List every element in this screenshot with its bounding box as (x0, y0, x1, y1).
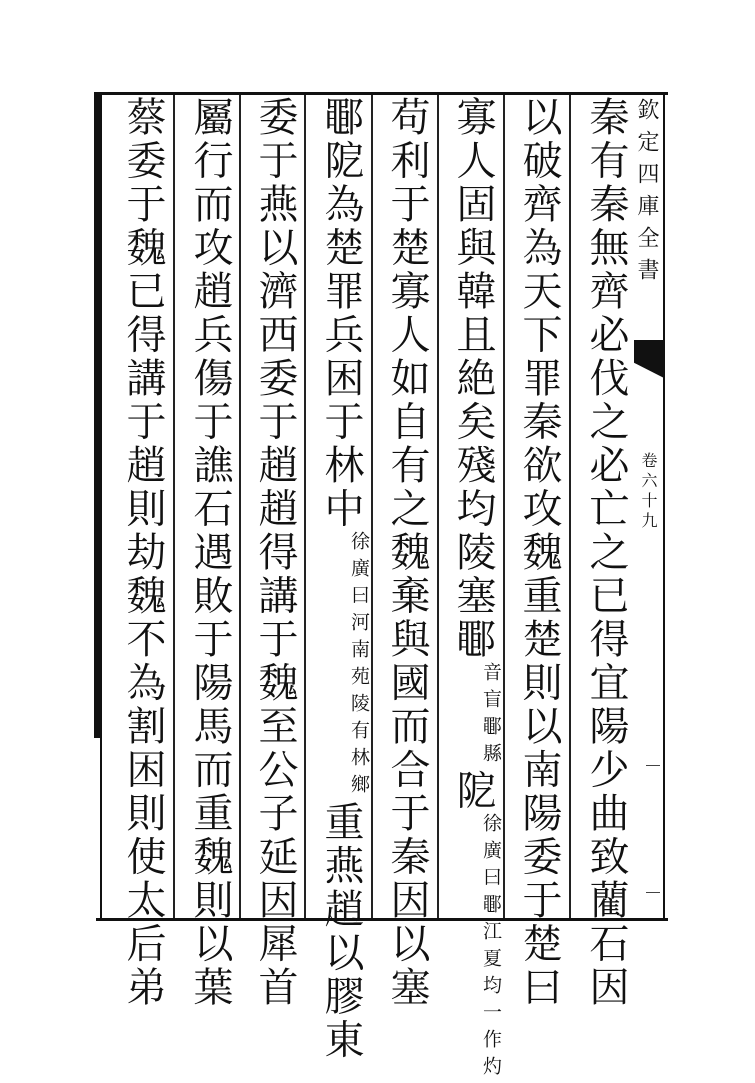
column-divider (371, 95, 373, 918)
note-line-right: 徐廣曰河南 (348, 531, 370, 666)
text-column-8 (110, 96, 172, 1010)
margin-tick (646, 892, 660, 893)
column-divider (437, 95, 439, 918)
note-line-left: 鄳縣 (480, 715, 502, 770)
text-column-4 (376, 96, 436, 1010)
note-line-left: 均一作灼 (480, 975, 502, 1083)
interlinear-note (312, 531, 370, 801)
frame-right-border (663, 92, 665, 920)
note-line-right: 音盲 (480, 661, 502, 716)
column-divider (569, 95, 571, 918)
text-column-7 (179, 96, 239, 1010)
note-line-left: 苑陵有林鄉 (348, 666, 370, 801)
note-line-right: 徐廣曰鄳江夏 (480, 813, 502, 975)
text-column-3 (442, 96, 502, 1083)
frame-top-border (96, 92, 668, 95)
interlinear-note (444, 813, 502, 1083)
column-text: 屬行而攻趙兵傷于譙石遇敗于陽馬而重魏則以葉 (187, 96, 233, 1010)
column-divider (503, 95, 505, 918)
interlinear-note (444, 662, 502, 770)
margin-tick (646, 765, 660, 766)
column-text: 蔡委于魏已得講于趙則劫魏不為割困則使太后弟 (120, 96, 166, 1010)
column-text: 秦有秦無齊必伐之必亡之已得宜陽少曲致藺石因 (583, 96, 629, 1010)
fishtail-mark-icon (634, 340, 664, 378)
column-divider (239, 95, 241, 918)
column-divider (173, 95, 175, 918)
margin-volume-number: 卷六十九 (639, 452, 658, 532)
column-text: 阸 (450, 769, 496, 813)
column-text: 重燕趙以膠東 (318, 801, 364, 1062)
column-text: 鄳阸為楚罪兵困于林中 (318, 96, 364, 531)
frame-left-inner-border (100, 92, 102, 920)
text-column-2 (508, 96, 568, 1010)
margin-book-title: 欽定四庫全書 (634, 98, 659, 290)
text-column-1 (575, 96, 635, 1010)
column-text: 委于燕以濟西委于趙趙得講于魏至公子延因犀首 (252, 96, 298, 1010)
column-divider (304, 95, 306, 918)
text-column-6 (244, 96, 304, 1010)
text-column-5 (310, 96, 370, 1062)
column-text: 苟利于楚寡人如自有之魏棄與國而合于秦因以塞 (384, 96, 430, 1010)
column-text: 以破齊為天下罪秦欲攻魏重楚則以南陽委于楚曰 (516, 96, 562, 1010)
column-text: 寡人固與韓且絶矣殘均陵塞鄳 (450, 96, 496, 662)
